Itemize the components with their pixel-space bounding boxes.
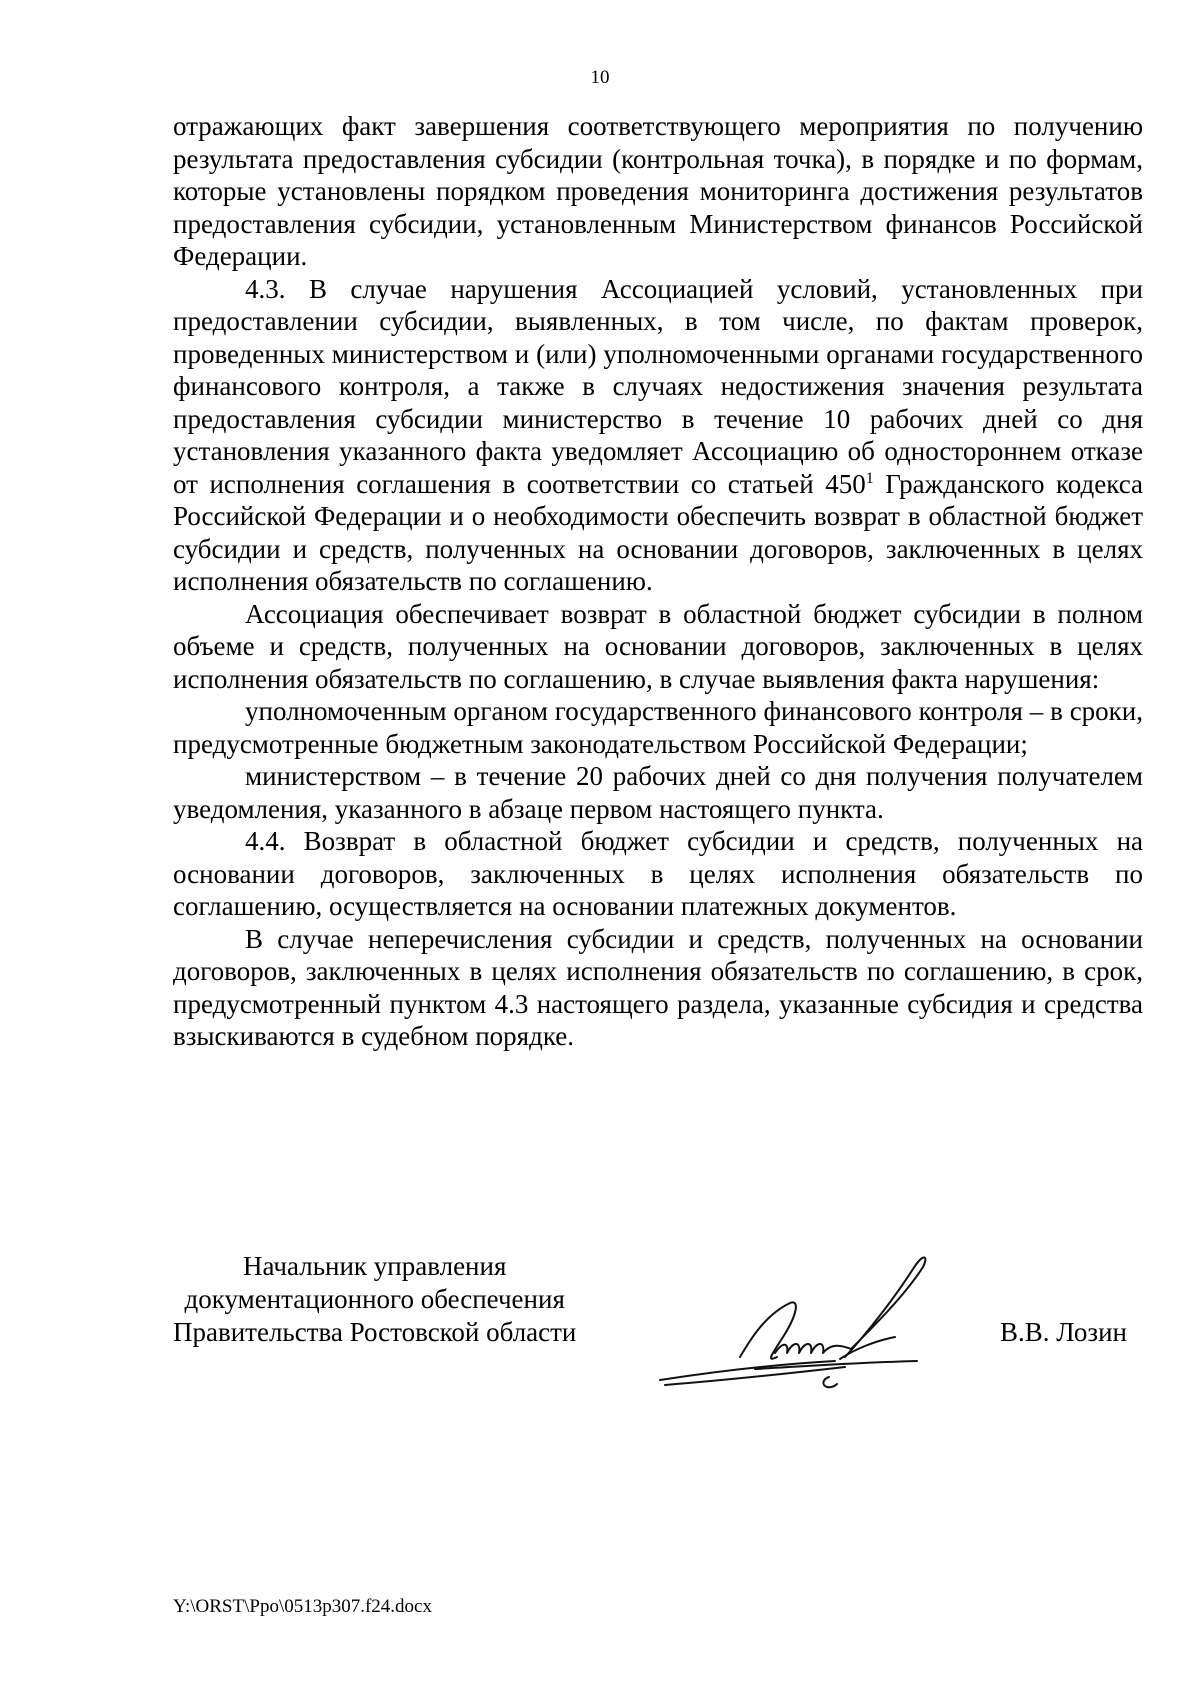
signatory-position	[173, 1250, 576, 1349]
position-line-1: Начальник управления	[243, 1251, 507, 1281]
page-number: 10	[590, 67, 610, 88]
footer-file-path: Y:\ORST\Ppo\0513p307.f24.docx	[173, 1596, 432, 1617]
paragraph-clause-4-3	[173, 273, 1143, 598]
paragraph-control-authority: уполномоченным органом государственного финансового контроля – в сроки, предусмотренные бюджетным законодательством Российской Федерации;	[173, 696, 1143, 759]
position-line-3: Правительства Ростовской области	[173, 1317, 577, 1347]
article-superscript: 1	[865, 469, 874, 487]
paragraph-court-recovery: В случае неперечисления субсидии и средств, полученных на основании договоров, заключенных в целях исполнения обязательств по соглашению, в срок, предусмотренный пунктом 4.3 настоящего раздела, указанные субсидия и средства взыскиваются в судебном порядке.	[173, 923, 1143, 1051]
paragraph-association-return: Ассоциация обеспечивает возврат в областной бюджет субсидии в полном объеме и средств, полученных на основании договоров, заключенных в целях исполнения обязательств по соглашению, в случае выявления факта нарушения:	[173, 598, 1143, 694]
paragraph-ministry-term: министерством – в течение 20 рабочих дней со дня получения получателем уведомления, указанного в абзаце первом настоящего пункта.	[173, 761, 1143, 824]
signer-name: В.В. Лозин	[1000, 1317, 1127, 1347]
document-body	[173, 110, 1143, 1053]
paragraph-continuation: отражающих факт завершения соответствующего мероприятия по получению результата предоставления субсидии (контрольная точка), в порядке и по формам, которые установлены порядком проведения мониторинга достижения результатов предоставления субсидии, установленным Министерством финансов Российской Федерации.	[173, 111, 1143, 271]
position-line-2: документационного обеспечения	[184, 1284, 565, 1314]
paragraph-clause-4-4: 4.4. Возврат в областной бюджет субсидии и средств, полученных на основании договоров, заключенных в целях исполнения обязательств по соглашению, осуществляется на основании платежных документов.	[173, 826, 1143, 921]
clause-4-3-text-start: 4.3. В случае нарушения Ассоциацией условий, установленных при предоставлении субсидии, выявленных, в том числе, по фактам проверок, проведенных министерством и (или) уполномоченными органами государственного финансового контроля, а также в случаях недостижения значения результата предоставления субсидии министерство в течение 10 рабочих дней со дня установления указанного факта уведомляет Ассоциацию об одностороннем отказе от исполнения соглашения в соответствии со статьей 450	[173, 273, 1143, 499]
handwritten-signature	[655, 1245, 985, 1395]
clause-4-3-text-end: Гражданского кодекса Российской Федерации и о необходимости обеспечить возврат в областной бюджет субсидии и средств, полученных на основании договоров, заключенных в целях исполнения обязательств по соглашению.	[173, 468, 1143, 596]
